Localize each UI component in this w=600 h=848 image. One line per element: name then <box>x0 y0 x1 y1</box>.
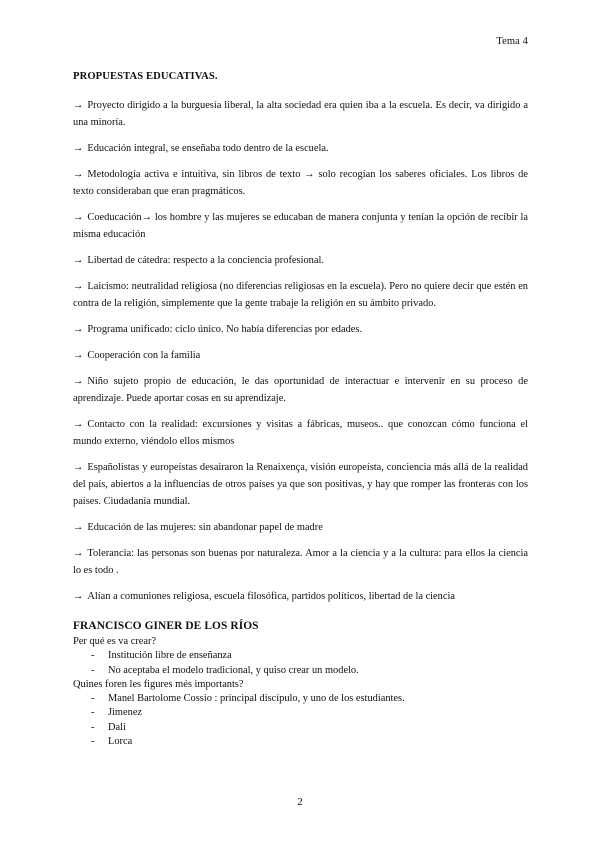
list-item-text: No aceptaba el modelo tradicional, y quiso crear un modelo. <box>108 664 359 676</box>
arrow-icon: → <box>73 350 84 361</box>
list-item-text: Dali <box>108 721 126 733</box>
bullet-item <box>73 97 528 131</box>
arrow-icon: → <box>73 212 84 223</box>
question-why-created: Per qué es va crear? <box>73 636 157 647</box>
page-number: 2 <box>297 796 303 808</box>
bullet-item <box>73 459 528 510</box>
arrow-icon: → <box>73 143 84 154</box>
dash-icon: - <box>91 650 95 662</box>
bullet-text: Tolerancia: las personas son buenas por naturaleza. Amor a la ciencia y a la cultura: para ellos la ciencia lo es todo . <box>73 548 528 576</box>
arrow-icon: → <box>73 100 84 111</box>
arrow-icon: → <box>73 281 84 292</box>
arrow-icon: → <box>73 522 84 533</box>
arrow-icon: → <box>73 591 84 602</box>
bullet-text: Programa unificado: ciclo único. No había diferencias por edades. <box>87 324 363 335</box>
bullet-text: Laicismo: neutralidad religiosa (no diferencias religiosas en la escuela). Pero no quiere decir que estén en contra de la religión, simplemente que la gente trabaje la religión en su ámbito privado. <box>73 281 528 309</box>
bullet-text: Españolistas y europeístas desairaron la Renaixença, visión europeísta, conciencia más allá de la realidad del país, abiertos a la influencias de otros países ya que son positivas, y hay que romper las fronteras con los países. Ciudadanía mundial. <box>73 462 528 507</box>
bullet-text: Contacto con la realidad: excursiones y visitas a fábricas, museos.. que conozcan cómo funciona el mundo externo, viéndolo ellos mismos <box>73 419 528 447</box>
arrow-icon: → <box>73 376 84 387</box>
question-important-figures: Quines foren les figures més importants? <box>73 678 244 690</box>
list-item <box>73 721 528 735</box>
bullet-item <box>73 545 528 579</box>
bullet-item <box>73 519 528 536</box>
bullet-item <box>73 321 528 338</box>
answer-list-1 <box>73 649 528 678</box>
bullet-text: Metodología activa e intuitiva, sin libros de texto → solo recogían los saberes oficiales. Los libros de texto consideraban que eran pragmáticos. <box>73 169 528 197</box>
list-item <box>73 706 528 720</box>
dash-icon: - <box>91 721 95 733</box>
list-item <box>73 664 528 678</box>
header-topic: Tema 4 <box>496 36 528 47</box>
arrow-icon: → <box>73 324 84 335</box>
list-item-text: Jimenez <box>108 707 143 719</box>
arrow-icon: → <box>73 548 84 559</box>
answer-list-2 <box>73 692 528 749</box>
section-title-propuestas: PROPUESTAS EDUCATIVAS. <box>73 71 218 82</box>
dash-icon: - <box>91 707 95 719</box>
list-item-text: Lorca <box>108 736 133 748</box>
bullet-item <box>73 252 528 269</box>
arrow-icon: → <box>73 462 84 473</box>
section-title-giner: FRANCISCO GINER DE LOS RÍOS <box>73 620 259 632</box>
bullet-text: Coeducación→ los hombre y las mujeres se educaban de manera conjunta y tenían la opción de recibir la misma educación <box>73 212 528 240</box>
bullet-text: Educación integral, se enseñaba todo dentro de la escuela. <box>87 143 329 154</box>
list-item <box>73 735 528 749</box>
document-body <box>73 71 528 749</box>
bullet-item <box>73 166 528 200</box>
bullet-text: Alían a comuniones religiosa, escuela filosófica, partidos políticos, libertad de la ciencia <box>87 591 455 602</box>
bullet-item <box>73 347 528 364</box>
dash-icon: - <box>91 664 95 676</box>
bullet-item <box>73 140 528 157</box>
bullet-text: Libertad de cátedra: respecto a la conciencia profesional. <box>87 255 324 266</box>
arrow-icon: → <box>73 169 84 180</box>
dash-icon: - <box>91 736 95 748</box>
dash-icon: - <box>91 693 95 705</box>
bullet-item <box>73 278 528 312</box>
bullet-text: Educación de las mujeres: sin abandonar papel de madre <box>87 522 323 533</box>
bullet-item <box>73 209 528 243</box>
list-item <box>73 649 528 663</box>
bullet-item <box>73 416 528 450</box>
list-item-text: Institución libre de enseñanza <box>108 650 232 662</box>
arrow-icon: → <box>73 255 84 266</box>
bullet-item <box>73 588 528 605</box>
arrow-icon: → <box>73 419 84 430</box>
bullet-item <box>73 373 528 407</box>
list-item <box>73 692 528 706</box>
list-item-text: Manel Bartolome Cossio : principal discípulo, y uno de los estudiantes. <box>108 693 405 705</box>
bullet-text: Cooperación con la familia <box>87 350 201 361</box>
bullet-text: Niño sujeto propio de educación, le das oportunidad de interactuar e intervenir en su proceso de aprendizaje. Puede aportar cosas en su aprendizaje. <box>73 376 528 404</box>
bullet-text: Proyecto dirigido a la burguesía liberal, la alta sociedad era quien iba a la escuela. Es decir, va dirigido a una minoría. <box>73 100 528 128</box>
